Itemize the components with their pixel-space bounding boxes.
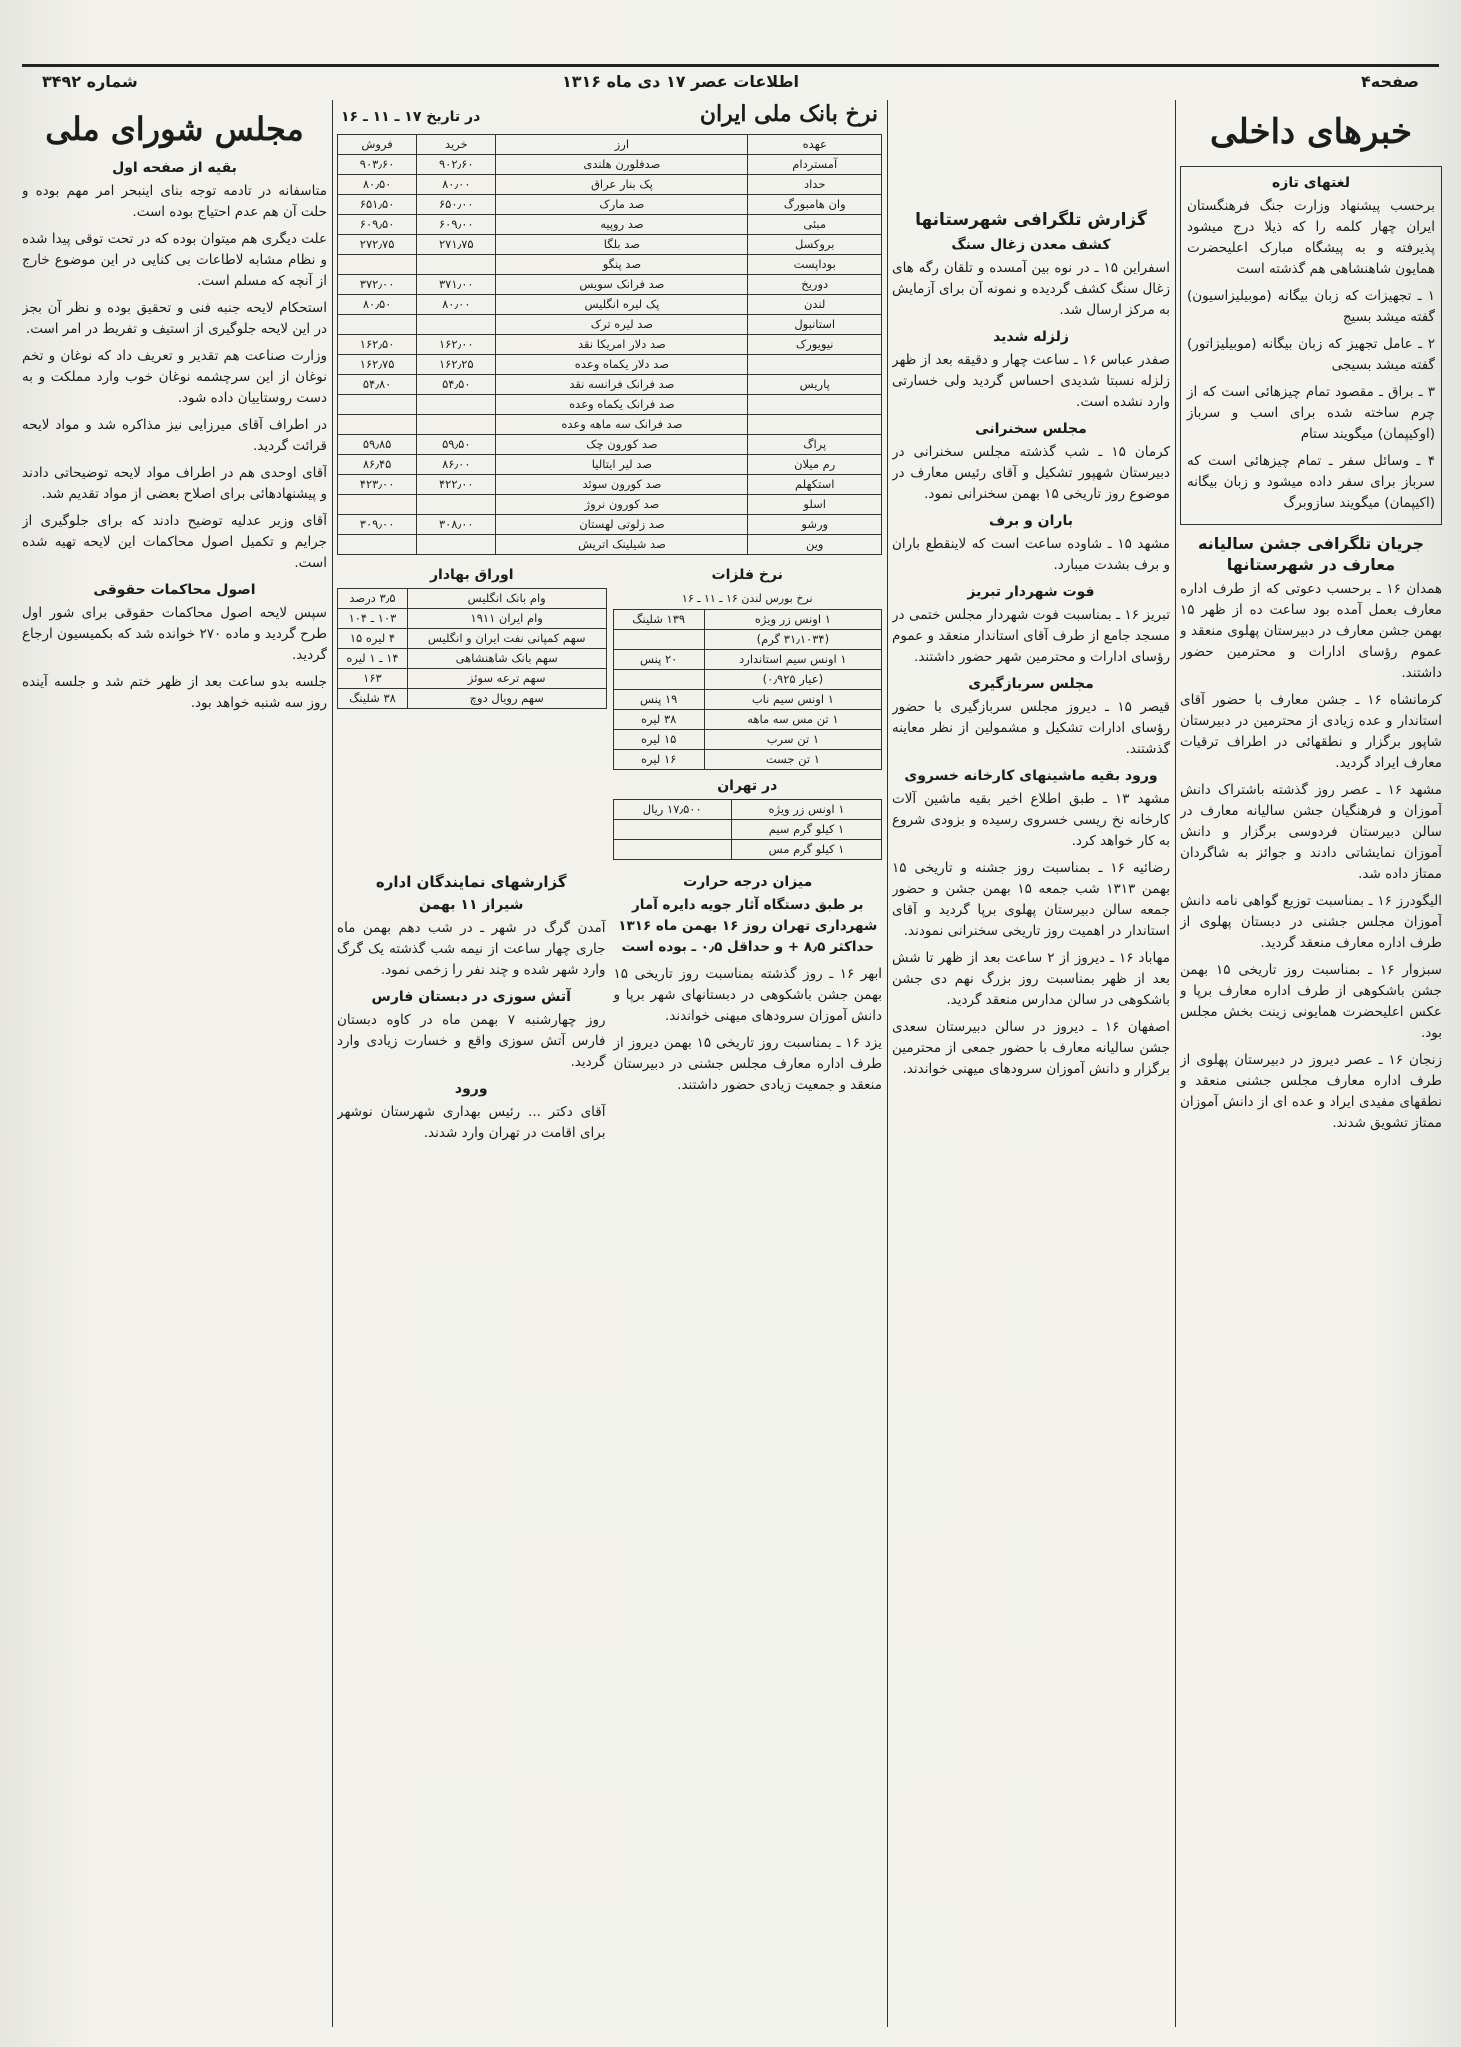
table-row — [338, 355, 882, 375]
table-cell: مبئی — [748, 215, 882, 235]
table-row — [338, 475, 882, 495]
column-domestic-news — [1180, 100, 1442, 2030]
parliament-paragraph: سپس لایحه اصول محاکمات حقوقی برای شور اول طرح گردید و ماده ۲۷۰ خوانده شد که بکمیسیون ارجاع گردید. — [22, 605, 327, 663]
table-cell: ۴ لیره ۱۵ — [338, 629, 408, 649]
rates-title-row — [341, 101, 878, 128]
new-words-box — [1180, 166, 1442, 525]
article-paragraph: کرمانشاه ۱۶ ـ جشن معارف با حضور آقای استاندار و عده زیادی از محترمین در دبیرستان شاپور برگزار و نطقهائی در اطراف ترقیات معارف ایراد گردید. — [1180, 692, 1442, 771]
parliament-paragraph: استحکام لایحه جنبه فنی و تحقیق بوده و نظر آن بجز در این لایحه جلوگیری از استیف و تفریط در امر است. — [22, 300, 327, 337]
table-cell: حداد — [748, 175, 882, 195]
currency-table — [337, 134, 882, 555]
table-row — [338, 629, 607, 649]
table-cell: ۱۵ لیره — [613, 730, 704, 750]
item-text: صفدر عباس ۱۶ ـ ساعت چهار و دقیقه بعد از ظهر زلزله نسبتا شدیدی احساس گردید ولی خسارتی وارد نشده است. — [892, 352, 1170, 410]
table-cell: ۶۵۱٫۵۰ — [338, 195, 417, 215]
item-title: کشف معدن زغال سنگ — [951, 237, 1111, 253]
metals-date: نرخ بورس لندن ۱۶ ـ ۱۱ ـ ۱۶ — [681, 592, 813, 605]
table-cell: ۴۲۳٫۰۰ — [338, 475, 417, 495]
column-rule — [887, 100, 888, 2027]
col-header: عهده — [748, 135, 882, 155]
table-row — [338, 415, 882, 435]
table-row — [338, 609, 607, 629]
table-cell: (عیار ۰٫۹۲۵) — [704, 670, 881, 690]
item-text: قیصر ۱۵ ـ دیروز مجلس سربازگیری با حضور رؤسای ادارات تشکیل و مشمولین از نظر معاینه گذشتند. — [892, 699, 1170, 757]
table-cell: ۵۹٫۵۰ — [417, 435, 496, 455]
table-cell: ۱۶۳ — [338, 669, 408, 689]
box-item: ۴ ـ وسائل سفر ـ تمام چیزهائی است که سرباز برای سفر داده میشود و زبان بیگانه (اکیپمان) میگویند سازوبرگ — [1187, 453, 1435, 511]
item-text: اسفراین ۱۵ ـ در نوه بین آمسده و تلقان رگه های زغال سنگ کشف گردیده و نمونه آن برای آزمایش به مرکز ارسال شد. — [892, 260, 1170, 318]
table-cell — [613, 630, 704, 650]
table-cell — [613, 820, 731, 840]
table-cell: ۱۶۲٫۰۰ — [417, 335, 496, 355]
table-row — [338, 255, 882, 275]
table-cell: صدفلورن هلندی — [496, 155, 748, 175]
table-cell: ۱۶۲٫۷۵ — [338, 355, 417, 375]
col-header: فروش — [338, 135, 417, 155]
report-title: شیراز ۱۱ بهمن — [419, 897, 524, 913]
table-cell: وان هامبورگ — [748, 195, 882, 215]
table-row — [613, 650, 882, 670]
paper-date: اطلاعات عصر ۱۷ دی ماه ۱۳۱۶ — [561, 72, 799, 91]
table-cell: سهم رویال دوچ — [407, 689, 606, 709]
table-row — [338, 495, 882, 515]
table-cell: صد فرانک سه ماهه وعده — [496, 415, 748, 435]
table-row — [338, 315, 882, 335]
currency-table-body — [338, 155, 882, 555]
weather-text: بر طبق دستگاه آثار جویه دایره آمار شهرداری تهران روز ۱۶ بهمن ماه ۱۳۱۶ حداکثر ۸٫۵ + و حداقل ۰٫۵ ـ بوده است — [618, 897, 878, 955]
column-parliament — [22, 100, 327, 2030]
table-cell: پراگ — [748, 435, 882, 455]
table-cell — [417, 255, 496, 275]
table-cell: صد دلار امریکا نقد — [496, 335, 748, 355]
top-rule — [22, 64, 1439, 67]
box-item: ۱ ـ تجهیزات که زبان بیگانه (موبیلیزاسیون) گفته میشد بسیج — [1187, 288, 1435, 325]
item-title: باران و برف — [989, 513, 1073, 529]
tehran-title: در تهران — [717, 778, 778, 794]
table-cell: ۱ تن جست — [704, 750, 881, 770]
table-cell: بروکسل — [748, 235, 882, 255]
table-cell: ۲۷۲٫۷۵ — [338, 235, 417, 255]
table-cell: ۱ تن مس سه ماهه — [704, 710, 881, 730]
mid-paragraph: یزد ۱۶ ـ بمناسبت روز تاریخی ۱۵ بهمن دیروز از طرف اداره معارف مجلس جشنی در دبیرستان منعقد و جمعیت زیادی حضور داشتند. — [613, 1035, 882, 1093]
table-cell: لندن — [748, 295, 882, 315]
table-cell: ۳۸ لیره — [613, 710, 704, 730]
table-cell: سهم ترعه سوئز — [407, 669, 606, 689]
reports-column — [337, 870, 606, 1150]
table-cell: ۸۰٫۵۰ — [338, 175, 417, 195]
table-cell: ۵۴٫۵۰ — [417, 375, 496, 395]
page-number: صفحه۴ — [1361, 72, 1419, 91]
table-row — [338, 195, 882, 215]
parliament-paragraph: آقای وزیر عدلیه توضیح دادند که برای جلوگیری از جرایم و تکمیل اصول محاکمات این لایحه تهیه شده است. — [22, 513, 327, 571]
table-cell: استکهلم — [748, 475, 882, 495]
table-cell: ۹۰۳٫۶۰ — [338, 155, 417, 175]
table-cell: ۲۰ پنس — [613, 650, 704, 670]
table-cell: ۱ تن سرب — [704, 730, 881, 750]
table-cell — [613, 670, 704, 690]
table-row — [338, 515, 882, 535]
table-cell: ۱۴ ـ ۱ لیره — [338, 649, 408, 669]
table-cell: ۶۵۰٫۰۰ — [417, 195, 496, 215]
report-text: روز چهارشنبه ۷ بهمن ماه در کاوه دبستان فارس آتش سوزی واقع و خسارت زیادی وارد گردید. — [337, 1012, 606, 1070]
section-title: خبرهای داخلی — [1210, 112, 1412, 152]
tehran-table — [613, 799, 883, 860]
column-rates — [337, 100, 882, 2030]
box-item: ۳ ـ براق ـ مقصود تمام چیزهائی است که از چرم ساخته شده برای اسب و سرباز (اوکیپمان) میگویند ستام — [1187, 384, 1435, 442]
article-paragraph: الیگودرز ۱۶ ـ بمناسبت توزیع گواهی نامه دانش آموزان مجلس جشنی در دبستان پهلوی از طرف اداره معارف منعقد گردید. — [1180, 893, 1442, 951]
box-text: برحسب پیشنهاد وزارت جنگ فرهنگستان ایران چهار کلمه را که ذیلا درج میشود پذیرفته و به پیشگاه مبارک اعلیحضرت همایون شاهنشاهی هم گذشته است — [1187, 198, 1435, 277]
table-cell: پک لیره انگلیس — [496, 295, 748, 315]
item-text: کرمان ۱۵ ـ شب گذشته مجلس سخنرانی در دبیرستان شهپور تشکیل و آقای رئیس معارف در موضوع روز تاریخی ۱۵ بهمن سخنرانی نمود. — [892, 444, 1170, 502]
table-cell: ۸۰٫۵۰ — [338, 295, 417, 315]
table-cell — [748, 355, 882, 375]
table-cell: اسلو — [748, 495, 882, 515]
table-row — [613, 800, 882, 820]
parliament-paragraph: جلسه بدو ساعت بعد از ظهر ختم شد و جلسه آینده روز سه شنبه خواهد بود. — [22, 674, 327, 711]
table-cell: صد لیر ایتالیا — [496, 455, 748, 475]
table-cell: ۵۹٫۸۵ — [338, 435, 417, 455]
table-cell: ۱ اونس سیم ناب — [704, 690, 881, 710]
table-cell: صد مارک — [496, 195, 748, 215]
box-title: لغتهای تازه — [1272, 175, 1350, 191]
table-row — [613, 670, 882, 690]
item-text: مشهد ۱۵ ـ شاوده ساعت است که لاینقطع باران و برف بشدت میبارد. — [892, 536, 1170, 573]
issue-number: شماره ۳۴۹۲ — [42, 72, 138, 91]
table-cell: ۱ کیلو گرم سیم — [731, 820, 881, 840]
table-row — [613, 610, 882, 630]
table-row — [613, 840, 882, 860]
rates-title: نرخ بانک ملی ایران — [699, 101, 878, 127]
report-text: آقای دکتر ... رئیس بهداری شهرستان نوشهر برای اقامت در تهران وارد شدند. — [337, 1104, 606, 1141]
lower-tables — [337, 563, 882, 860]
table-cell — [748, 415, 882, 435]
metals-table — [613, 609, 883, 770]
table-cell: صد دلار یکماه وعده — [496, 355, 748, 375]
table-cell: ۳۷۱٫۰۰ — [417, 275, 496, 295]
table-row — [338, 375, 882, 395]
table-cell: صد فرانک سویس — [496, 275, 748, 295]
table-cell: وین — [748, 535, 882, 555]
table-cell: صد لیره ترک — [496, 315, 748, 335]
table-cell: ۱۹ پنس — [613, 690, 704, 710]
report-title: ورود — [454, 1081, 488, 1097]
table-row — [338, 175, 882, 195]
table-cell: ۶۰۹٫۵۰ — [338, 215, 417, 235]
table-cell: ۳۰۸٫۰۰ — [417, 515, 496, 535]
table-cell: ۳۰۹٫۰۰ — [338, 515, 417, 535]
table-row — [613, 730, 882, 750]
box-item: ۲ ـ عامل تجهیز که زبان بیگانه (موبیلیزاتور) گفته میشد بسیجی — [1187, 336, 1435, 373]
table-cell: ۱ اونس زر ویژه — [704, 610, 881, 630]
table-cell: سهم کمپانی نفت ایران و انگلیس — [407, 629, 606, 649]
mid-paragraph: ابهر ۱۶ ـ روز گذشته بمناسبت روز تاریخی ۱۵ بهمن جشن باشکوهی در دبستانهای شهر برپا و دانش آموزان سرودهای میهنی خواندند. — [613, 966, 882, 1024]
table-row — [338, 155, 882, 175]
table-cell: ۸۶٫۰۰ — [417, 455, 496, 475]
item-text: مشهد ۱۳ ـ طبق اطلاع اخیر بقیه ماشین آلات کارخانه نخ ریسی خسروی رسیده و بزودی شروع به کار خواهد کرد. — [892, 791, 1170, 849]
table-cell: صد پنگو — [496, 255, 748, 275]
item-text: تبریز ۱۶ ـ بمناسبت فوت شهردار مجلس ختمی در مسجد جامع از طرف آقای استاندار منعقد و عموم رؤسای ادارات و محترمین شهر حضور داشتند. — [892, 607, 1170, 665]
table-cell: ۹۰۲٫۶۰ — [417, 155, 496, 175]
table-cell: سهم بانک شاهنشاهی — [407, 649, 606, 669]
table-cell: بوداپست — [748, 255, 882, 275]
table-cell: ۱ اونس زر ویژه — [731, 800, 881, 820]
masthead-strip — [22, 68, 1439, 94]
table-cell: وام ایران ۱۹۱۱ — [407, 609, 606, 629]
table-cell — [338, 415, 417, 435]
table-cell — [417, 535, 496, 555]
table-cell: ۴۲۲٫۰۰ — [417, 475, 496, 495]
table-row — [338, 335, 882, 355]
parliament-paragraph: وزارت صناعت هم تقدیر و تعریف داد که نوغان و تخم نوغان از این سرچشمه نوغان خوب وارد مملکت و به دست روستاییان داده شود. — [22, 348, 327, 406]
table-cell: ۱۶۲٫۲۵ — [417, 355, 496, 375]
table-row — [338, 649, 607, 669]
table-cell — [338, 535, 417, 555]
table-cell — [417, 415, 496, 435]
item-text: رضائیه ۱۶ ـ بمناسبت روز جشنه و تاریخی ۱۵ بهمن ۱۳۱۳ شب جمعه ۱۵ بهمن جشن و حضور جمعه سالن دبیرستان پهلوی برپا گردید و آقای استاندار در اهمیت روز تاریخی سخنرانی نمودند. — [892, 860, 1170, 939]
table-cell: ۱۷٫۵۰۰ ریال — [613, 800, 731, 820]
table-row — [613, 750, 882, 770]
col-header: خرید — [417, 135, 496, 155]
report-text: آمدن گرگ در شهر ـ در شب دهم بهمن ماه جاری چهار ساعت از نیمه شب گذشته یک گرگ وارد شهر شده و چند نفر را زخمی نمود. — [337, 920, 606, 978]
table-cell: نیویورک — [748, 335, 882, 355]
column-telegraph-reports — [892, 100, 1170, 2030]
lower-columns — [337, 870, 882, 1150]
item-title: فوت شهردار تبریز — [967, 584, 1095, 600]
table-row — [338, 215, 882, 235]
table-row — [338, 689, 607, 709]
table-cell — [417, 315, 496, 335]
table-cell: صد فرانک فرانسه نقد — [496, 375, 748, 395]
table-cell: ۳۸ شلینگ — [338, 689, 408, 709]
parliament-paragraph: متاسفانه در تادمه توجه بنای اینبحر امر مهم بوده و حلت آن هم عدم احتیاج بوده است. — [22, 183, 327, 220]
metals-block — [613, 563, 883, 860]
table-cell: صد شیلینک اتریش — [496, 535, 748, 555]
table-cell — [613, 840, 731, 860]
table-cell: صد کورون نروژ — [496, 495, 748, 515]
table-cell: وام بانک انگلیس — [407, 589, 606, 609]
table-cell: رم میلان — [748, 455, 882, 475]
table-cell: ۱۶ لیره — [613, 750, 704, 770]
parliament-paragraph: علت دیگری هم میتوان بوده که در تحت توقی پیدا شده و نظام مشابه لاطاعات بی کنایی در این موضوع خارج از آنچه که مسلم است. — [22, 231, 327, 289]
metals-title: نرخ فلزات — [711, 567, 783, 583]
parliament-title: مجلس شورای ملی — [45, 110, 304, 148]
table-row — [338, 535, 882, 555]
table-cell — [338, 315, 417, 335]
item-text: اصفهان ۱۶ ـ دیروز در سالن دبیرستان سعدی جشن سالیانه معارف با حضور جمعی از محترمین برگزار و دانش آموزان سرودهای میهنی خواندند. — [892, 1019, 1170, 1077]
table-cell — [338, 395, 417, 415]
table-row — [338, 235, 882, 255]
table-row — [613, 690, 882, 710]
column-rule — [1175, 100, 1176, 2027]
table-cell — [417, 395, 496, 415]
table-cell: صد کورون سوئد — [496, 475, 748, 495]
table-cell: ۱ اونس سیم استاندارد — [704, 650, 881, 670]
parliament-paragraph: آقای اوحدی هم در اطراف مواد لایحه توضیحاتی دادند و پیشنهادهائی برای اصلاح بعضی از مواد تقدیم شد. — [22, 465, 327, 502]
table-cell: ورشو — [748, 515, 882, 535]
table-cell: ۶۰۹٫۰۰ — [417, 215, 496, 235]
table-row — [338, 295, 882, 315]
table-cell: ۱۶۲٫۵۰ — [338, 335, 417, 355]
securities-title: اوراق بهادار — [429, 567, 514, 583]
parliament-paragraph: در اطراف آقای میرزایی نیز مذاکره شد و مواد لایحه قرائت گردید. — [22, 417, 327, 454]
table-cell: صد بلگا — [496, 235, 748, 255]
table-cell: صد روپیه — [496, 215, 748, 235]
table-row — [613, 710, 882, 730]
table-cell: ۸۶٫۴۵ — [338, 455, 417, 475]
column-rule — [332, 100, 333, 2027]
table-row — [338, 395, 882, 415]
article-paragraph: مشهد ۱۶ ـ عصر روز گذشته باشتراک دانش آموزان و فرهنگیان جشن سالیانه معارف در سالن دبیرستان فردوسی برگزار و دانش آموزان نمایشاتی دادند و جوائز به شاگردان ممتاز داده شد. — [1180, 782, 1442, 882]
table-cell: صد کورون چک — [496, 435, 748, 455]
item-title: مجلس سربازگیری — [968, 676, 1094, 692]
table-cell: ۱۳۹ شلینگ — [613, 610, 704, 630]
table-cell: پاریس — [748, 375, 882, 395]
table-cell: ۳٫۵ درصد — [338, 589, 408, 609]
table-cell — [338, 495, 417, 515]
table-row — [613, 630, 882, 650]
securities-table — [337, 588, 607, 709]
table-cell: استانبول — [748, 315, 882, 335]
col-header: ارز — [496, 135, 748, 155]
table-cell: ۸۰٫۰۰ — [417, 295, 496, 315]
section-subheading: اصول محاکمات حقوقی — [93, 582, 256, 598]
table-cell — [417, 495, 496, 515]
article-paragraph: همدان ۱۶ ـ برحسب دعوتی که از طرف اداره معارف بعمل آمده بود ساعت ده از ظهر ۱۵ بهمن جشن معارف در دبیرستان پهلوی منعقد و عموم رؤسای ادارات و محترمین حضور داشتند. — [1180, 581, 1442, 681]
table-cell: ۵۴٫۸۰ — [338, 375, 417, 395]
item-title: زلزله شدید — [993, 329, 1069, 345]
item-title: مجلس سخنرانی — [975, 421, 1087, 437]
item-title: ورود بقیه ماشینهای کارخانه خسروی — [904, 768, 1158, 784]
article-paragraph: زنجان ۱۶ ـ عصر دیروز در دبیرستان پهلوی از طرف اداره معارف مجلس جشنی منعقد و نطقهای مفیدی ایراد و عده ای از دانش آموزان ممتاز تشویق شدند. — [1180, 1052, 1442, 1131]
reports-headline: گزارش تلگرافی شهرستانها — [915, 210, 1147, 230]
securities-block — [337, 563, 607, 860]
table-row — [338, 669, 607, 689]
table-cell: ۱ کیلو گرم مس — [731, 840, 881, 860]
table-row — [338, 589, 607, 609]
table-cell: ۸۰٫۰۰ — [417, 175, 496, 195]
table-cell: صد فرانک یکماه وعده — [496, 395, 748, 415]
table-cell: پک بنار عراق — [496, 175, 748, 195]
weather-column — [614, 870, 883, 1150]
table-cell: (۳۱٫۱۰۳۴ گرم) — [704, 630, 881, 650]
item-text: مهاباد ۱۶ ـ دیروز از ۲ ساعت بعد از ظهر تا شش بعد از ظهر بمناسبت روز بزرگ نهم دی جشن باشکوهی در سالن مدارس منعقد گردید. — [892, 950, 1170, 1008]
weather-title: میزان درجه حرارت — [683, 874, 813, 890]
table-cell: ۱۰۳ ـ ۱۰۴ — [338, 609, 408, 629]
article-paragraph: سبزوار ۱۶ ـ بمناسبت روز تاریخی ۱۵ بهمن جشن باشکوهی از طرف اداره معارف برپا و عکس اعلیحضرت همایونی زینت بخش مجلس بود. — [1180, 962, 1442, 1041]
table-row — [338, 275, 882, 295]
table-cell — [338, 255, 417, 275]
table-row — [613, 820, 882, 840]
table-cell: آمستردام — [748, 155, 882, 175]
table-cell — [748, 395, 882, 415]
table-cell: ۳۷۲٫۰۰ — [338, 275, 417, 295]
table-row — [338, 455, 882, 475]
table-row — [338, 435, 882, 455]
article-headline: جریان تلگرافی جشن سالیانه معارف در شهرستانها — [1197, 534, 1425, 574]
table-cell: دوریخ — [748, 275, 882, 295]
table-cell: ۲۷۱٫۷۵ — [417, 235, 496, 255]
reports-title: گزارشهای نمایندگان اداره — [375, 873, 567, 891]
continued-note: بقیه از صفحه اول — [112, 160, 237, 176]
report-title: آتش سوزی در دبستان فارس — [371, 989, 571, 1005]
rates-date: در تاریخ ۱۷ ـ ۱۱ ـ ۱۶ — [341, 109, 481, 125]
table-cell: صد زلوتی لهستان — [496, 515, 748, 535]
